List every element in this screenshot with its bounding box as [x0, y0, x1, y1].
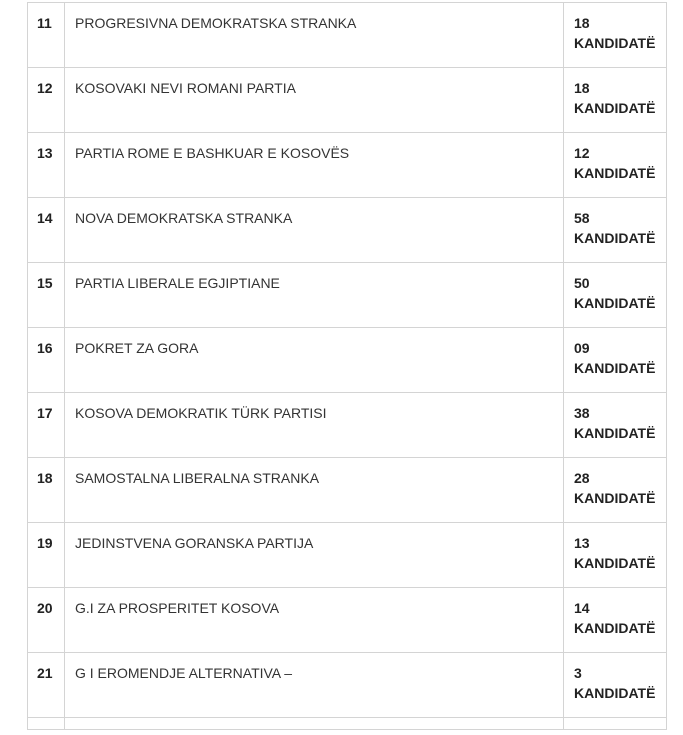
party-name: POKRET ZA GORA	[65, 328, 564, 393]
candidate-count: 3	[574, 665, 582, 681]
candidate-count-cell	[564, 523, 667, 588]
candidate-count-cell	[564, 68, 667, 133]
candidate-count-cell	[564, 198, 667, 263]
table-row	[28, 588, 667, 653]
table-row	[28, 263, 667, 328]
candidates-table	[27, 2, 667, 730]
candidate-count-cell	[564, 588, 667, 653]
candidate-unit: KANDIDATË	[574, 35, 656, 51]
candidate-count-empty	[564, 718, 667, 730]
candidate-unit: KANDIDATË	[574, 165, 656, 181]
row-number: 12	[28, 68, 65, 133]
party-name: KOSOVA DEMOKRATIK TÜRK PARTISI	[65, 393, 564, 458]
candidate-unit: KANDIDATË	[574, 230, 656, 246]
candidate-unit: KANDIDATË	[574, 555, 656, 571]
row-number: 21	[28, 653, 65, 718]
party-name: KOSOVAKI NEVI ROMANI PARTIA	[65, 68, 564, 133]
candidate-count-cell	[564, 133, 667, 198]
party-name: PROGRESIVNA DEMOKRATSKA STRANKA	[65, 3, 564, 68]
table-row	[28, 198, 667, 263]
candidate-count: 18	[574, 15, 590, 31]
candidate-count: 58	[574, 210, 590, 226]
candidate-unit: KANDIDATË	[574, 100, 656, 116]
row-number: 16	[28, 328, 65, 393]
candidate-unit: KANDIDATË	[574, 295, 656, 311]
party-name: G I EROMENDJE ALTERNATIVA –	[65, 653, 564, 718]
table-row	[28, 3, 667, 68]
candidates-table-body	[28, 3, 667, 730]
row-number: 20	[28, 588, 65, 653]
table-row	[28, 458, 667, 523]
candidate-unit: KANDIDATË	[574, 620, 656, 636]
table-row	[28, 68, 667, 133]
candidate-count: 09	[574, 340, 590, 356]
candidate-count-cell	[564, 328, 667, 393]
row-number: 19	[28, 523, 65, 588]
candidate-unit: KANDIDATË	[574, 685, 656, 701]
party-name: PARTIA ROME E BASHKUAR E KOSOVËS	[65, 133, 564, 198]
candidate-unit: KANDIDATË	[574, 360, 656, 376]
row-number: 15	[28, 263, 65, 328]
table-row	[28, 523, 667, 588]
candidate-unit: KANDIDATË	[574, 425, 656, 441]
candidate-count-cell	[564, 458, 667, 523]
table-row	[28, 133, 667, 198]
candidate-count-cell	[564, 393, 667, 458]
candidate-count-cell	[564, 653, 667, 718]
candidates-table-container	[27, 2, 666, 730]
party-name-empty	[65, 718, 564, 730]
candidate-unit: KANDIDATË	[574, 490, 656, 506]
row-number: 18	[28, 458, 65, 523]
party-name: PARTIA LIBERALE EGJIPTIANE	[65, 263, 564, 328]
table-row	[28, 653, 667, 718]
candidate-count: 28	[574, 470, 590, 486]
candidate-count: 12	[574, 145, 590, 161]
candidate-count-cell	[564, 3, 667, 68]
row-number: 17	[28, 393, 65, 458]
party-name: JEDINSTVENA GORANSKA PARTIJA	[65, 523, 564, 588]
candidate-count: 38	[574, 405, 590, 421]
table-row	[28, 393, 667, 458]
table-row	[28, 328, 667, 393]
candidate-count-cell	[564, 263, 667, 328]
candidate-count: 18	[574, 80, 590, 96]
party-name: SAMOSTALNA LIBERALNA STRANKA	[65, 458, 564, 523]
table-row-partial	[28, 718, 667, 730]
row-number: 11	[28, 3, 65, 68]
row-number: 14	[28, 198, 65, 263]
candidate-count: 13	[574, 535, 590, 551]
candidate-count: 14	[574, 600, 590, 616]
party-name: G.I ZA PROSPERITET KOSOVA	[65, 588, 564, 653]
row-number-empty	[28, 718, 65, 730]
row-number: 13	[28, 133, 65, 198]
candidate-count: 50	[574, 275, 590, 291]
party-name: NOVA DEMOKRATSKA STRANKA	[65, 198, 564, 263]
